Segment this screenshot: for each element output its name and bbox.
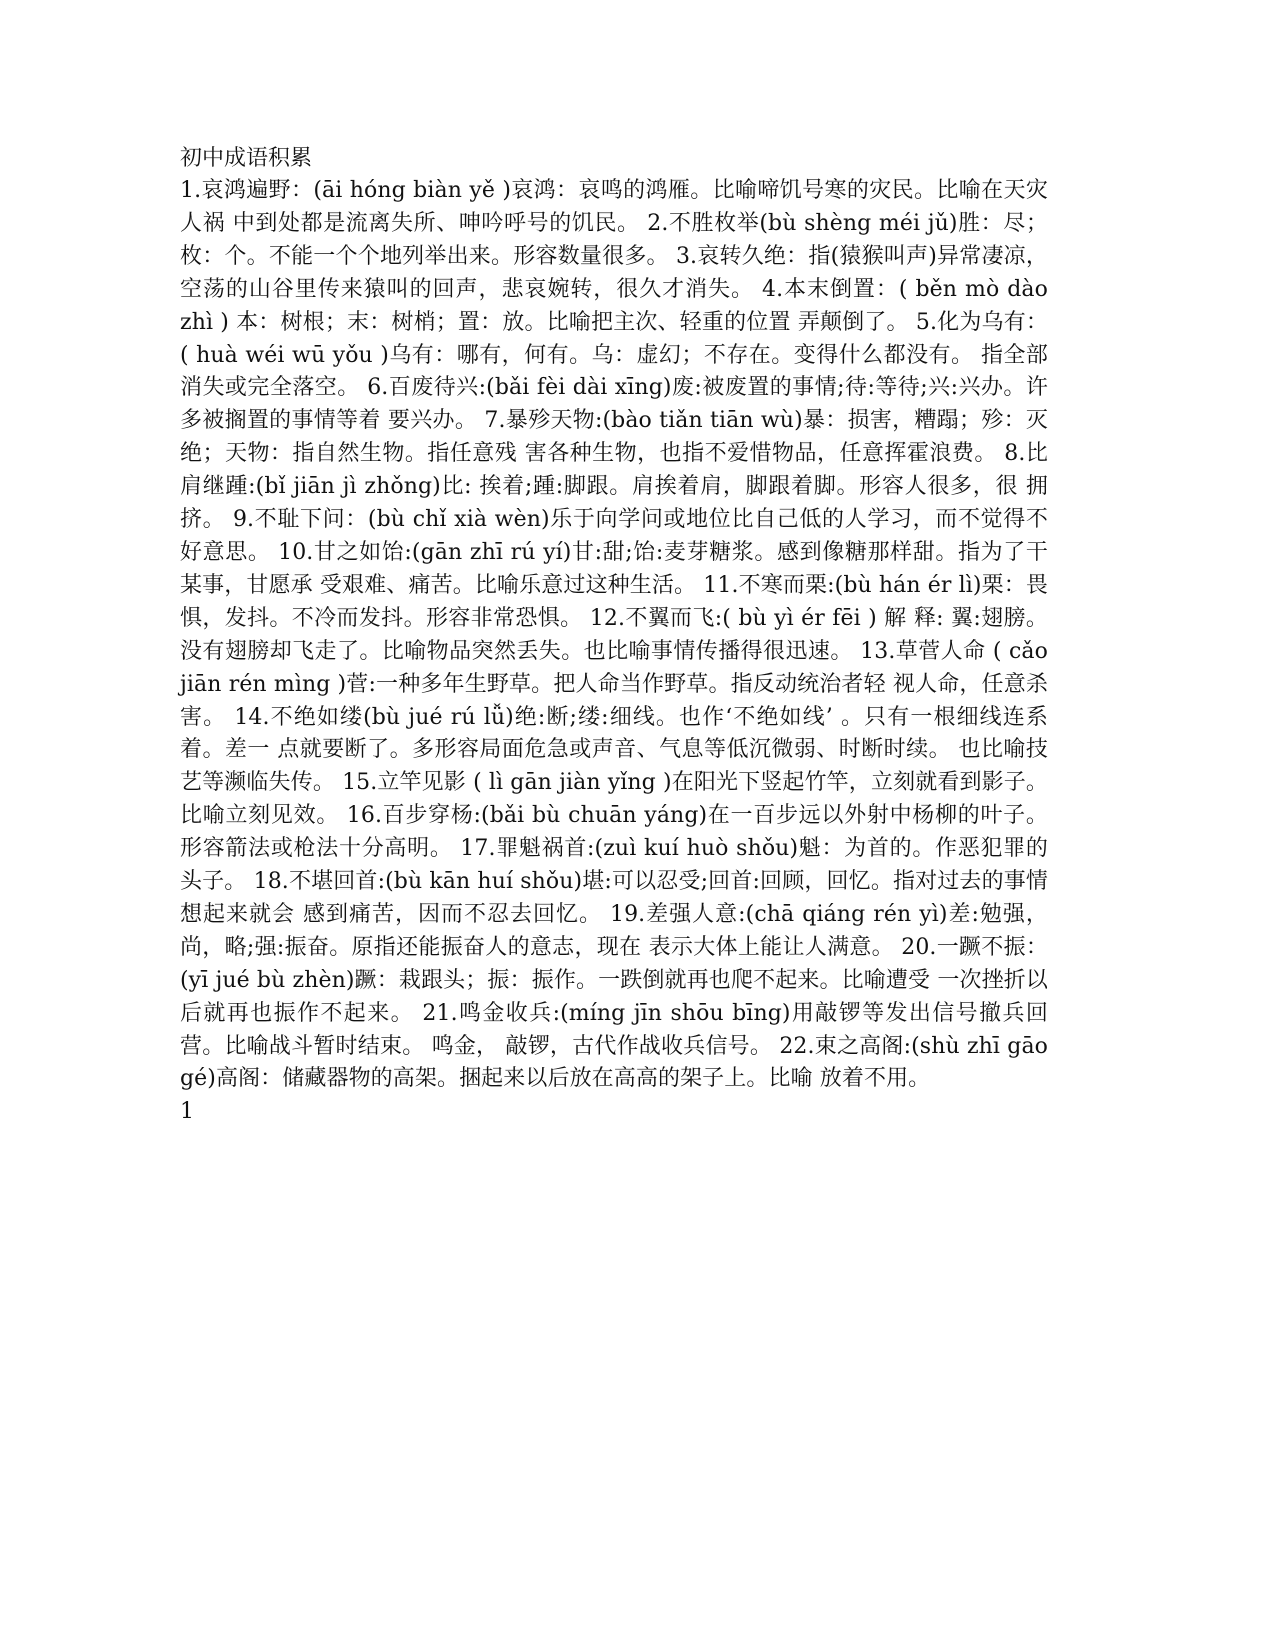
- document-title: 初中成语积累: [180, 146, 313, 171]
- page-number: 1: [180, 1099, 194, 1125]
- document-page: [180, 143, 1048, 1128]
- idiom-list-paragraph: 1.哀鸿遍野：(āi hóng biàn yě )哀鸿：哀鸣的鸿雁。比喻啼饥号寒的灾民。比喻在天灾人祸 中到处都是流离失所、呻吟呼号的饥民。 2.不胜枚举(bù shèng méi jǔ)胜：尽；枚：个。不能一个个地列举出来。形容数量很多。 3.哀转久绝：指(猿猴叫声)异常凄凉，空荡的山谷里传来猿叫的回声，悲哀婉转，很久才消失。 4.本末倒置：( běn mò dào zhì ) 本：树根；末：树梢；置：放。比喻把主次、轻重的位置 弄颠倒了。 5.化为乌有：( huà wéi wū yǒu )乌有：哪有，何有。乌：虚幻；不存在。变得什么都没有。 指全部消失或完全落空。 6.百废待兴:(bǎi fèi dài xīng)废:被废置的事情;待:等待;兴:兴办。许多被搁置的事情等着 要兴办。 7.暴殄天物:(bào tiǎn tiān wù)暴：损害，糟蹋；殄：灭绝；天物：指自然生物。指任意残 害各种生物，也指不爱惜物品，任意挥霍浪费。 8.比肩继踵:(bǐ jiān jì zhǒng)比: 挨着;踵:脚跟。肩挨着肩，脚跟着脚。形容人很多，很 拥挤。 9.不耻下问：(bù chǐ xià wèn)乐于向学问或地位比自己低的人学习，而不觉得不好意思。 10.甘之如饴:(gān zhī rú yí)甘:甜;饴:麦芽糖浆。感到像糖那样甜。指为了干某事，甘愿承 受艰难、痛苦。比喻乐意过这种生活。 11.不寒而栗:(bù hán ér lì)栗：畏惧，发抖。不冷而发抖。形容非常恐惧。 12.不翼而飞:( bù yì ér fēi ) 解 释: 翼:翅膀。没有翅膀却飞走了。比喻物品突然丢失。也比喻事情传播得很迅速。 13.草菅人命 ( cǎo jiān rén mìng )菅:一种多年生野草。把人命当作野草。指反动统治者轻 视人命，任意杀害。 14.不绝如缕(bù jué rú lǚ)绝:断;缕:细线。也作‘不绝如线’ 。只有一根细线连系着。差一 点就要断了。多形容局面危急或声音、气息等低沉微弱、时断时续。 也比喻技艺等濒临失传。 15.立竿见影 ( lì gān jiàn yǐng )在阳光下竖起竹竿，立刻就看到影子。比喻立刻见效。 16.百步穿杨:(bǎi bù chuān yáng)在一百步远以外射中杨柳的叶子。形容箭法或枪法十分高明。 17.罪魁祸首:(zuì kuí huò shǒu)魁：为首的。作恶犯罪的头子。 18.不堪回首:(bù kān huí shǒu)堪:可以忍受;回首:回顾，回忆。指对过去的事情想起来就会 感到痛苦，因而不忍去回忆。 19.差强人意:(chā qiáng rén yì)差:勉强，尚，略;强:振奋。原指还能振奋人的意志，现在 表示大体上能让人满意。 20.一蹶不振：(yī jué bù zhèn)蹶：栽跟头；振：振作。一跌倒就再也爬不起来。比喻遭受 一次挫折以后就再也振作不起来。 21.鸣金收兵:(míng jīn shōu bīng)用敲锣等发出信号撤兵回营。比喻战斗暂时结束。 鸣金， 敲锣，古代作战收兵信号。 22.束之高阁:(shù zhī gāo gé)高阁：储藏器物的高架。捆起来以后放在高高的架子上。比喻 放着不用。: [180, 178, 1048, 1092]
